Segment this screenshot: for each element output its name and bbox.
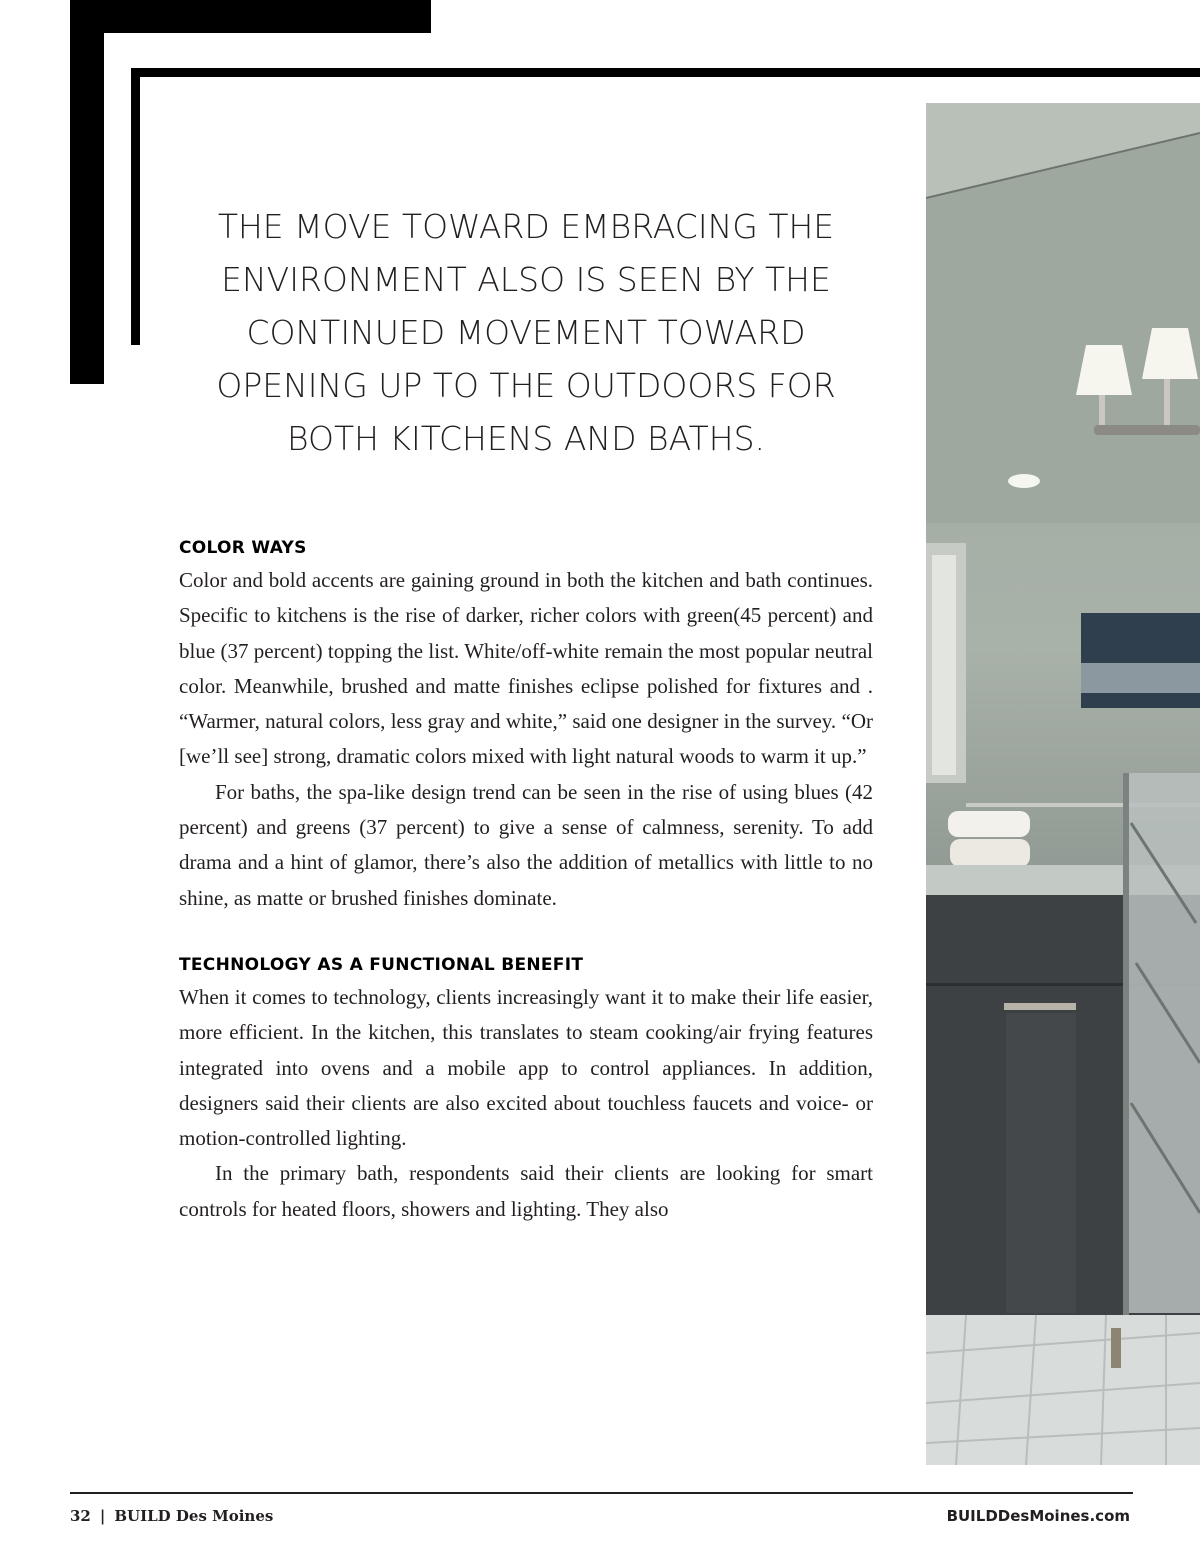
publication-name: BUILD Des Moines bbox=[114, 1507, 274, 1525]
section-heading-technology: TECHNOLOGY AS A FUNCTIONAL BENEFIT bbox=[179, 954, 584, 975]
pull-quote: THE MOVE TOWARD EMBRACING THE ENVIRONMENT ALSO IS SEEN BY THE CONTINUED MOVEMENT TOWARD OPENING UP TO THE OUTDOORS FOR BOTH KITCHENS AND BATHS. bbox=[216, 207, 836, 458]
frame-inner-bar-left bbox=[131, 68, 140, 345]
bathroom-photo bbox=[926, 103, 1200, 1465]
paragraph: When it comes to technology, clients increasingly want it to make their life easier, more efficient. In the kitchen, this translates to steam cooking/air frying features integrated into ovens and a mobile app to control appliances. In addition, designers said their clients are also excited about touchless faucets and voice- or motion-controlled lighting. bbox=[179, 984, 873, 1151]
frame-bar-top bbox=[70, 0, 431, 33]
footer-folio bbox=[70, 1507, 273, 1525]
article-body bbox=[179, 533, 873, 1227]
page-number: 32 bbox=[70, 1507, 91, 1525]
frame-bar-left bbox=[70, 0, 104, 384]
paragraph: Color and bold accents are gaining ground in both the kitchen and bath continues. Specific to kitchens is the rise of darker, richer colors with green(45 percent) and blue (37 percent) topping the list. White/off-white remain the most popular neutral color. Meanwhile, brushed and matte finishes eclipse polished for fixtures and . “Warmer, natural colors, less gray and white,” said one designer in the survey. “Or [we’ll see] strong, dramatic colors mixed with light natural woods to warm it up.” bbox=[179, 568, 873, 769]
paragraph: In the primary bath, respondents said their clients are looking for smart controls for heated floors, showers and lighting. They also bbox=[179, 1161, 873, 1221]
section-heading-color-ways: COLOR WAYS bbox=[179, 538, 307, 558]
footer-website: BUILDDesMoines.com bbox=[946, 1507, 1130, 1525]
paragraph: For baths, the spa-like design trend can be seen in the rise of using blues (42 percent) and greens (37 percent) to give a sense of calmness, serenity. To add drama and a hint of glamor, there’s also the addition of metallics with little to no shine, as matte or brushed finishes dominate. bbox=[179, 779, 873, 910]
footer-rule bbox=[70, 1492, 1133, 1494]
footer-separator: | bbox=[99, 1507, 106, 1525]
frame-inner-bar-top bbox=[131, 68, 1200, 77]
